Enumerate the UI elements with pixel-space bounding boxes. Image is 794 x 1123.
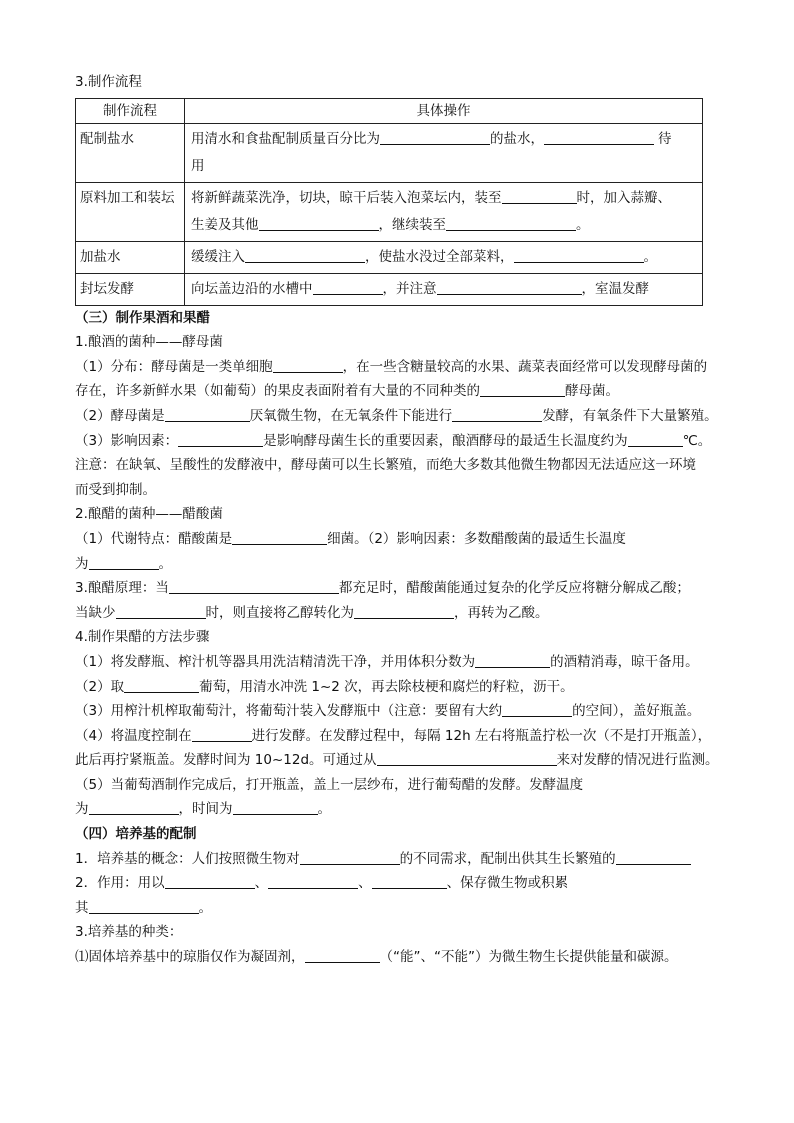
table-cell-step: 配制盐水 xyxy=(76,123,185,182)
cell-text: ，继续装至 xyxy=(378,216,446,233)
text: ℃。 xyxy=(682,432,712,449)
table-cell-step: 封坛发酵 xyxy=(76,273,185,305)
blank[interactable] xyxy=(245,248,365,263)
table-row xyxy=(76,182,703,241)
cell-text: ，使盐水没过全部菜料， xyxy=(365,248,514,265)
blank[interactable] xyxy=(300,850,400,865)
text: 。 xyxy=(158,555,172,572)
blank[interactable] xyxy=(165,874,255,889)
text: （3）影响因素： xyxy=(75,432,179,449)
blank[interactable] xyxy=(628,432,683,447)
blank[interactable] xyxy=(124,678,199,693)
blank[interactable] xyxy=(380,130,490,145)
table-header-row xyxy=(76,98,703,123)
table-row xyxy=(76,123,703,182)
text: （1）将发酵瓶、榨汁机等器具用洗洁精清洗干净，并用体积分数为 xyxy=(75,653,476,670)
cell-text: ，并注意 xyxy=(382,280,437,297)
cell-text: 。 xyxy=(643,248,657,265)
text: 1．培养基的概念：人们按照微生物对 xyxy=(75,850,300,867)
text: 的不同需求，配制出供其生长繁殖的 xyxy=(399,850,616,867)
paragraph-line xyxy=(75,552,715,577)
blank[interactable] xyxy=(178,432,263,447)
subheading: 2.酿醋的菌种——醋酸菌 xyxy=(75,506,223,523)
text: 、 xyxy=(358,875,372,892)
document-page xyxy=(75,70,719,970)
text: （3）用榨汁机榨取葡萄汁，将葡萄汁装入发酵瓶中（注意：要留有大约 xyxy=(75,703,503,720)
paragraph-line: 3.培养基的种类： xyxy=(75,924,183,941)
table-cell-step: 加盐水 xyxy=(76,241,185,273)
cell-text: 缓缓注入 xyxy=(191,248,245,265)
table-header: 具体操作 xyxy=(185,98,703,123)
table-cell-step: 原料加工和装坛 xyxy=(76,182,185,241)
paragraph-line xyxy=(75,355,715,380)
text: ⑴固体培养基中的琼脂仅作为凝固剂， xyxy=(75,949,305,966)
text: ，时间为 xyxy=(178,801,233,818)
cell-text: 。 xyxy=(576,216,590,233)
table-cell-operation xyxy=(185,273,703,305)
blank[interactable] xyxy=(89,555,159,570)
paragraph-line xyxy=(75,871,715,896)
blank[interactable] xyxy=(616,850,691,865)
blank[interactable] xyxy=(305,948,380,963)
paragraph-line xyxy=(75,675,715,700)
blank[interactable] xyxy=(452,407,542,422)
blank[interactable] xyxy=(437,280,582,295)
text: （1）代谢特点：醋酸菌是 xyxy=(75,530,233,547)
blank[interactable] xyxy=(377,751,557,766)
blank[interactable] xyxy=(514,248,644,263)
table-cell-operation xyxy=(185,123,703,182)
section-title: （三）制作果酒和果醋 xyxy=(75,309,210,326)
blank[interactable] xyxy=(268,874,358,889)
paragraph-line xyxy=(75,379,715,404)
text: 是影响酵母菌生长的重要因素，酿酒酵母的最适生长温度约为 xyxy=(263,432,628,449)
cell-text: 将新鲜蔬菜洗净，切块，晾干后装入泡菜坛内，装至 xyxy=(191,189,502,206)
text: 。 xyxy=(317,801,331,818)
blank[interactable] xyxy=(313,280,383,295)
text: 的酒精消毒，晾干备用。 xyxy=(550,653,699,670)
section-heading: 3.制作流程 xyxy=(75,74,142,90)
blank[interactable] xyxy=(169,579,339,594)
text: （2）取 xyxy=(75,678,125,695)
blank[interactable] xyxy=(354,604,454,619)
blank[interactable] xyxy=(233,800,318,815)
cell-text: 生姜及其他 xyxy=(191,216,259,233)
cell-text: 用清水和食盐配制质量百分比为 xyxy=(191,130,380,147)
paragraph-line xyxy=(75,699,715,724)
blank[interactable] xyxy=(475,653,550,668)
blank[interactable] xyxy=(372,874,447,889)
text: 酵母菌。 xyxy=(565,383,619,400)
text: 来对发酵的情况进行监测。 xyxy=(556,752,719,769)
paragraph-line xyxy=(75,748,719,773)
blank[interactable] xyxy=(446,216,576,231)
cell-text: 的盐水， xyxy=(490,130,544,147)
subheading: 4.制作果醋的方法步骤 xyxy=(75,629,210,646)
paragraph-line: （5）当葡萄酒制作完成后，打开瓶盖，盖上一层纱布，进行葡萄醋的发酵。发酵温度 xyxy=(75,776,584,793)
text: 为 xyxy=(75,801,89,818)
text: 细菌。（2）影响因素：多数醋酸菌的最适生长温度 xyxy=(327,530,626,547)
blank[interactable] xyxy=(232,530,327,545)
blank[interactable] xyxy=(273,358,343,373)
cell-text: 向坛盖边沿的水槽中 xyxy=(191,280,313,297)
text: ，在一些含糖量较高的水果、蔬菜表面经常可以发现酵母菌的 xyxy=(342,358,708,375)
blank[interactable] xyxy=(502,189,577,204)
paragraph-line xyxy=(75,404,718,429)
cell-text: 待 xyxy=(658,130,672,147)
cell-text: ，室温发酵 xyxy=(581,280,649,297)
text: 的空间），盖好瓶盖。 xyxy=(572,703,701,720)
text: （1）分布：酵母菌是一类单细胞 xyxy=(75,358,273,375)
paragraph-line xyxy=(75,576,715,601)
blank[interactable] xyxy=(259,216,379,231)
blank[interactable] xyxy=(544,130,654,145)
subheading: 1.酿酒的菌种——酵母菌 xyxy=(75,334,223,351)
paragraph-line xyxy=(75,527,715,552)
blank[interactable] xyxy=(192,727,252,742)
table-header: 制作流程 xyxy=(76,98,185,123)
cell-text: 时，加入蒜瓣、 xyxy=(576,189,671,206)
table-row xyxy=(76,273,703,305)
blank[interactable] xyxy=(165,407,250,422)
text: 时，则直接将乙醇转化为 xyxy=(205,604,354,621)
text: 。 xyxy=(198,899,212,916)
text: （“能”、“不能”）为微生物生长提供能量和碳源。 xyxy=(379,949,678,966)
paragraph-line xyxy=(75,896,715,921)
paragraph-line xyxy=(75,429,715,454)
blank[interactable] xyxy=(89,800,179,815)
paragraph-line xyxy=(75,650,715,675)
blank[interactable] xyxy=(502,702,572,717)
process-table xyxy=(75,98,703,306)
table-cell-operation xyxy=(185,241,703,273)
text: 都充足时，醋酸菌能通过复杂的化学反应将糖分解成乙酸； xyxy=(338,580,690,597)
paragraph-line xyxy=(75,945,715,970)
paragraph-line: 而受到抑制。 xyxy=(75,481,156,498)
text: （4）将温度控制在 xyxy=(75,727,192,744)
text: 发酵，有氧条件下大量繁殖。 xyxy=(542,407,718,424)
cell-text: 用 xyxy=(191,157,205,174)
paragraph-line xyxy=(75,724,715,749)
text: ，再转为乙酸。 xyxy=(454,604,549,621)
paragraph-line xyxy=(75,601,715,626)
blank[interactable] xyxy=(116,604,206,619)
text: 葡萄，用清水冲洗 1~2 次，再去除枝梗和腐烂的籽粒，沥干。 xyxy=(199,678,574,695)
section-title: （四）培养基的配制 xyxy=(75,826,197,843)
paragraph-line xyxy=(75,797,715,822)
text: 当缺少 xyxy=(75,604,116,621)
blank[interactable] xyxy=(480,382,565,397)
text: 此后再拧紧瓶盖。发酵时间为 10~12d。可通过从 xyxy=(75,752,377,769)
text: 2．作用：用以 xyxy=(75,875,165,892)
paragraph-line xyxy=(75,847,715,872)
text: 、保存微生物或积累 xyxy=(446,875,569,892)
table-cell-operation xyxy=(185,182,703,241)
text: 3.酿醋原理：当 xyxy=(75,580,169,597)
text: 其 xyxy=(75,899,89,916)
text: 、 xyxy=(254,875,269,892)
table-row xyxy=(76,241,703,273)
blank[interactable] xyxy=(89,899,199,914)
text: 存在，许多新鲜水果（如葡萄）的果皮表面附着有大量的不同种类的 xyxy=(75,383,480,400)
text: 厌氧微生物，在无氧条件下能进行 xyxy=(249,407,453,424)
text: （2）酵母菌是 xyxy=(75,407,165,424)
paragraph-line: 注意：在缺氧、呈酸性的发酵液中，酵母菌可以生长繁殖，而绝大多数其他微生物都因无法适应这一环境 xyxy=(75,457,696,474)
text: 进行发酵。在发酵过程中，每隔 12h 左右将瓶盖拧松一次（不是打开瓶盖）， xyxy=(251,727,712,744)
text: 为 xyxy=(75,555,89,572)
